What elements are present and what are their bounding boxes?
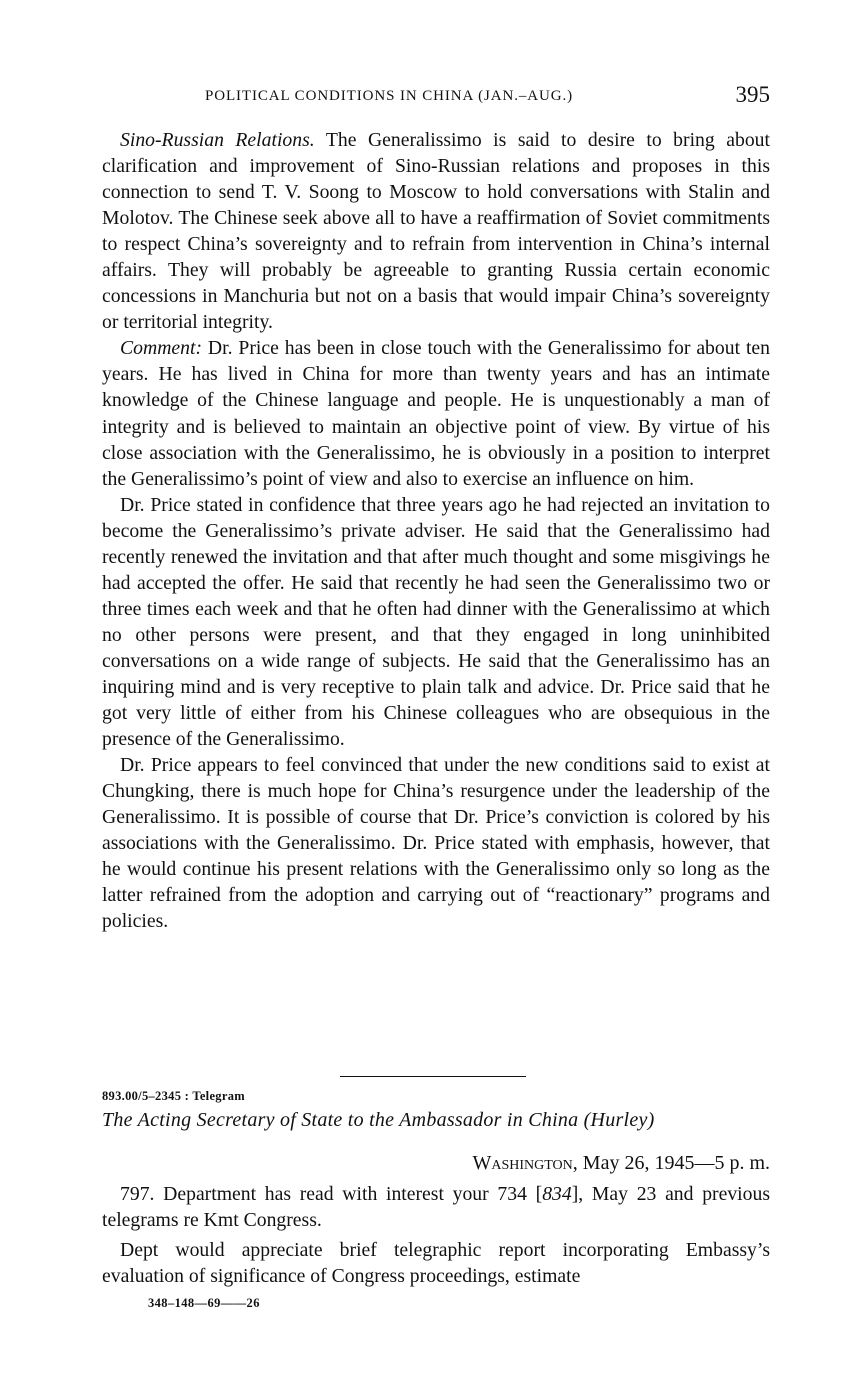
telegram-paragraph-text: ], May 23 and previous telegrams re Kmt Congress. bbox=[102, 1183, 770, 1232]
paragraph-sino-russian-relations bbox=[102, 127, 770, 335]
telegram-paragraph-797 bbox=[102, 1181, 770, 1233]
paragraph-text: The Generalissimo is said to desire to bring about clarification and improvement of Sino-Russian relations and proposes in this connection to send T. V. Soong to Moscow to hold conversations with Stalin and Molotov. The Chinese seek above all to have a reaffirmation of Soviet commitments to respect China’s sovereignty and to refrain from intervention in China’s internal affairs. They will probably be agreeable to granting Russia certain economic concessions in Manchuria but not on a basis that would impair China’s sovereignty or territorial integrity. bbox=[102, 129, 770, 334]
dateline-place: Washington bbox=[472, 1152, 573, 1174]
running-header bbox=[102, 82, 770, 114]
telegram-dateline bbox=[472, 1152, 770, 1175]
telegram-title-suffix: ) bbox=[647, 1109, 655, 1131]
telegram-body bbox=[102, 1181, 770, 1293]
telegram-paragraph-request: Dept would appreciate brief telegraphic report incorporating Embassy’s evaluation of significance of Congress proceedings, estimate bbox=[102, 1239, 770, 1288]
paragraph-comment bbox=[102, 335, 770, 491]
dateline-date: , May 26, 1945—5 p. m. bbox=[572, 1152, 770, 1174]
paragraph-price-adviser: Dr. Price stated in confidence that three years ago he had rejected an invitation to become the Generalissimo’s private adviser. He said that the Generalissimo had recently renewed the invitation and that after much thought and some misgivings he had accepted the offer. He said that recently he had seen the Generalissimo two or three times each week and that he often had dinner with the Generalissimo at which no other persons were present, and that they engaged in long uninhibited conversations on a wide range of subjects. He said that the Generalissimo has an inquiring mind and is very receptive to plain talk and advice. Dr. Price said that he got very little of either from his Chinese colleagues who are obsequious in the presence of the Generalissimo. bbox=[102, 493, 770, 751]
paragraph-text: Dr. Price has been in close touch with the Generalissimo for about ten years. He has lived in China for more than twenty years and has an intimate knowledge of the Chinese language and people. He is unquestionably a man of integrity and is believed to maintain an objective point of view. By virtue of his close association with the Generalissimo, he is obviously in a position to interpret the Generalissimo’s point of view and also to exercise an influence on him. bbox=[102, 337, 770, 490]
page-number: 395 bbox=[735, 82, 770, 107]
telegram-title-name: Hurley bbox=[590, 1109, 648, 1131]
telegram-title bbox=[102, 1109, 770, 1132]
telegram-paragraph-text: 797. Department has read with interest your 734 [ bbox=[120, 1183, 543, 1205]
telegram-file-reference: 893.00/5–2345 : Telegram bbox=[102, 1089, 245, 1103]
running-title: POLITICAL CONDITIONS IN CHINA (JAN.–AUG.) bbox=[205, 88, 573, 104]
paragraph-heading: Comment: bbox=[120, 337, 203, 360]
telegram-title-prefix: The Acting Secretary of State to the Ambassador in China ( bbox=[102, 1109, 591, 1131]
paragraph-price-convinced: Dr. Price appears to feel convinced that under the new conditions said to exist at Chungking, there is much hope for China’s resurgence under the leadership of the Generalissimo. It is possible of course that Dr. Price’s conviction is colored by his associations with the Generalissimo. Dr. Price stated with emphasis, however, that he would continue his present relations with the Generalissimo only so long as the latter refrained from the adoption and carrying out of “reactionary” programs and policies. bbox=[102, 754, 770, 933]
section-divider bbox=[340, 1076, 526, 1077]
body-text bbox=[102, 127, 770, 934]
paragraph-heading: Sino-Russian Relations. bbox=[120, 129, 315, 151]
telegram-reference-number: 834 bbox=[542, 1183, 572, 1205]
printer-signature: 348–148—69——26 bbox=[148, 1296, 260, 1310]
